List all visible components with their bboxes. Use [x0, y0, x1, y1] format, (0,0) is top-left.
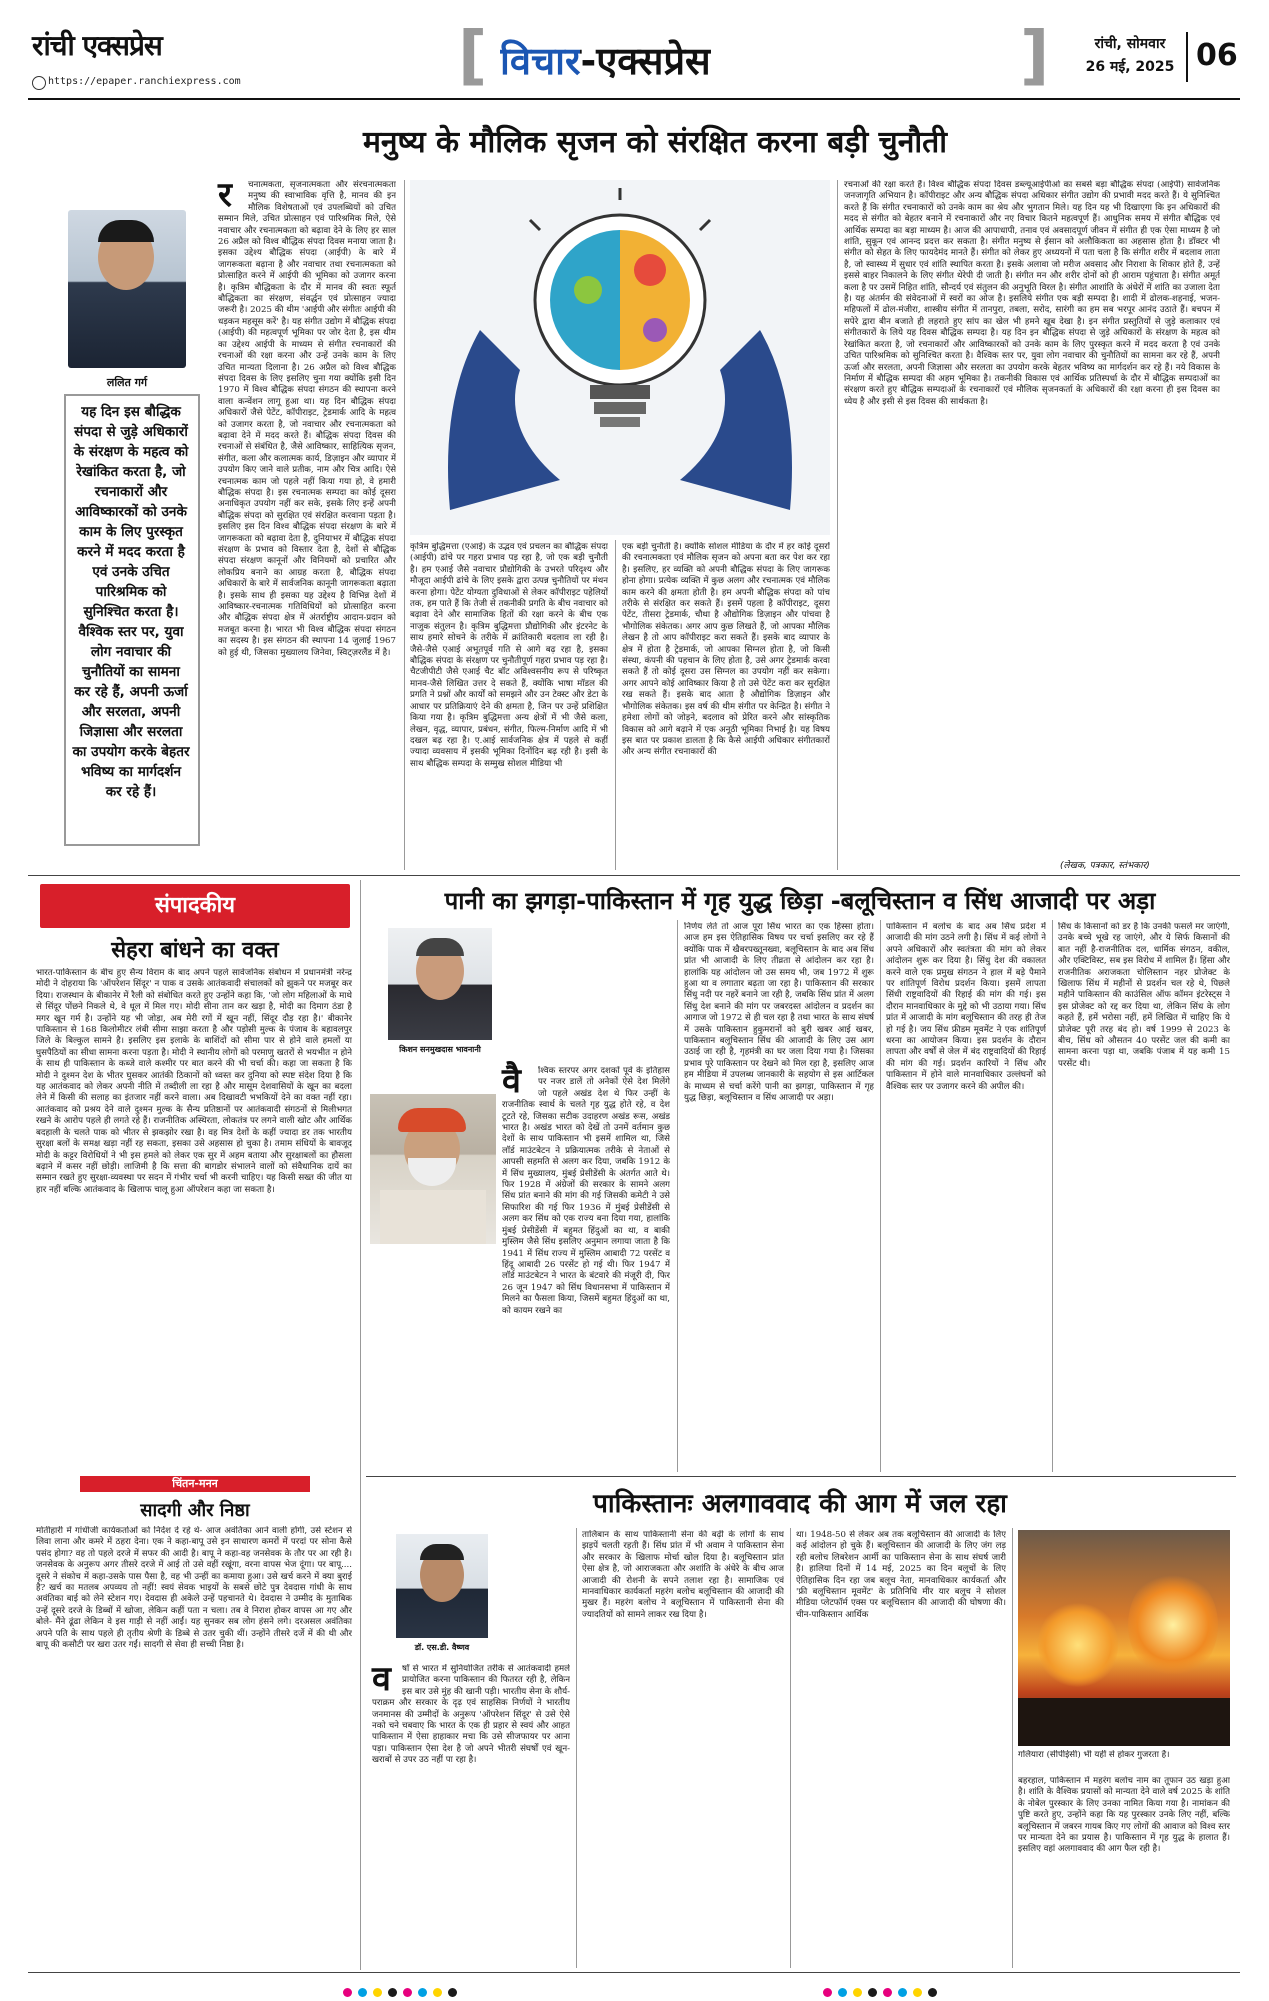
newspaper-logo: रांची एक्सप्रेस — [32, 29, 162, 62]
article3-col1 — [372, 1659, 570, 1964]
article1-pullquote: यह दिन इस बौद्धिक संपदा से जुड़े अधिकारों के संरक्षण के महत्व को रेखांकित करता है, जो रचनाकारों और आविष्कारकों को उनके काम के लिए पुरस्कृत करने में मदद करता है एवं उनके उचित पारिश्रमिक को सुनिश्चित करता है। वैश्विक स्तर पर, युवा लोग नवाचार की चुनौतियों का सामना कर रहे हैं, अपनी ऊर्जा और सरलता, अपनी जिज्ञासा और सरलता का उपयोग करके बेहतर भविष्य का मार्गदर्शन कर रहे हैं। — [72, 404, 190, 800]
author1-photo — [68, 210, 186, 368]
article1-headline: मनुष्य के मौलिक सृजन को संरक्षित करना बड़ी चुनौती — [362, 125, 948, 160]
article1-signoff: (लेखक, पत्रकार, स्तंभकार) — [1060, 861, 1150, 871]
article1-col1 — [218, 175, 396, 870]
rule — [360, 880, 361, 1970]
article2-headline: पानी का झगड़ा-पाकिस्तान में गृह युद्ध छिड़ा -बलूचिस्तान व सिंध आजादी पर अड़ा — [444, 887, 1156, 915]
article2-col1-text: श्विक स्तरपर अगर दशकों पूर्व के इतिहास पर नजर डालें तो अनेकों ऐसे देश मिलेंगे जो पहले अखंड देश थे फिर उन्हीं के राजनीतिक स्वार्थ के चलते गृह युद्ध होते रहे, व देश टूटते रहे, जिसका सटीक उदाहरण अखंड रूस, अखंड भारत है। अखंड भारत को देखें तो उनमें वर्तमान कुछ देशों के साथ पाकिस्तान भी इसमें शामिल था, जिसे लॉर्ड माउंटबेटन ने प्रक्रियात्मक तरीके से नेताओं से आपसी सहमति से अलग कर दिया, जबकि 1912 के में सिंध मुख्यालय, मुंबई प्रेसीडेंसी के अंतर्गत आते थे। फिर 1928 में अंग्रेजों की सरकार के सामने अलग सिंध प्रांत बनाने की मांग की गई जिसकी कमेटी ने उसे सिफारिश की गई फिर 1936 में मुंबई प्रेसीडेंसी से अलग कर सिंध को एक राज्य बना दिया गया, हालांकि मुंबई प्रेसीडेंसी में बहुमत हिंदुओं का था, व बाकी मुस्लिम जैसे सिंध इसलिए अनुमान लगाया जाता है कि 1941 में सिंध राज्य में मुस्लिम आबादी 72 परसेंट व हिंदू आबादी 26 परसेंट हो गई थी। फिर 1947 में लॉर्ड माउंटबेटन ने भारत के बंटवारे की मंजूरी दी, फिर 26 जून 1947 को सिंध विधानसभा में पाकिस्तान में मिलने का फैसला किया, जिसमें बहुमत हिंदुओं का था, को कायम रखने का — [502, 1066, 670, 1316]
masthead-rule — [28, 98, 1240, 100]
pm-photo — [370, 1094, 496, 1244]
article1-col2: कृत्रिम बुद्धिमत्ता (एआई) के उद्भव एवं प्रचलन का बौद्धिक संपदा (आईपी) ढांचे पर गहरा प्रभाव पड़ रहा है, जो एक बड़ी चुनौती है। हम एआई जैसे नवाचार प्रौद्योगिकी के उभरते परिदृश्य और मौजूदा आईपी ढांचे के लिए इसके द्वारा उत्पन्न चुनौतियों पर मंथन करना होगा। पेटेंट योग्यता दुविधाओं से लेकर कॉपीराइट पहेलियों तक, हम पाते हैं कि तेजी से तकनीकी प्रगति के बीच नवाचार को बढ़ावा देने और सामाजिक हितों की रक्षा करने के बीच एक नाजुक संतुलन है। कृत्रिम बुद्धिमत्ता प्रौद्योगिकी और इंटरनेट के साथ हमारे सोचने के तरीके में क्रांतिकारी बदलाव ला रही है। जैसे-जैसे एआई अभूतपूर्व गति से आगे बढ़ रहा है, इसका बौद्धिक संपदा के संरक्षण पर चुनौतीपूर्ण गहरा प्रभाव पड़ रहा है। चैटजीपीटी जैसे एआई चैट बॉट अविश्वसनीय रूप से परिष्कृत मानव-जैसे लिखित उत्तर दे सकते हैं, क्योंकि भाषा मॉडल की प्रगति ने प्रश्नों और कार्यों को समझने और उन टेक्स्ट और डेटा के आधार पर प्रतिक्रियाएं देने की क्षमता है, जिन पर उन्हें प्रशिक्षित किया गया है। कृत्रिम बुद्धिमत्ता अन्य क्षेत्रों में भी जैसे कला, लेखन, वृद्ध, व्यापार, प्रबंधन, संगीत, फिल्म-निर्माण आदि में भी दखल बढ़ रहा है। ए.आई सार्वजनिक क्षेत्र में पहले से कहीं ज्यादा व्यवसाय में इसकी भूमिका दिनोंदिन बढ़ रही है। इसी के साथ बौद्धिक सम्पदा के सम्मुख सोशल मीडिया भी — [410, 542, 608, 769]
rule — [404, 180, 405, 870]
registration-dots-right — [820, 1982, 940, 2001]
date-divider — [1186, 32, 1188, 82]
rule — [576, 1528, 577, 1968]
rule — [1012, 1528, 1013, 1968]
article3-headline: पाकिस्तानः अलगाववाद की आग में जल रहा — [593, 1489, 1007, 1519]
chintan-label: चिंतन-मनन — [172, 1477, 218, 1490]
author2-photo — [388, 928, 492, 1040]
article1-col1-text: चनात्मकता, सृजनात्मकता और संरचनात्मकता मनुष्य की स्वाभाविक वृत्ति है, मानव की इन मौलिक विशेषताओं एवं उपलब्धियों को उचित सम्मान मिले, उचित प्रोत्साहन एवं पारिश्रमिक मिले, ऐसे नवाचार और रचनात्मकता को बढ़ावा देने के लिए हर साल 26 अप्रैल को विश्व बौद्धिक संपदा दिवस मनाया जाता है। इसका उद्देश्य बौद्धिक संपदा (आईपी) के बारे में जागरूकता बढ़ाना है और नवाचार तथा रचनात्मकता को प्रोत्साहित करने में आईपी की भूमिका को उजागर करना है। कृत्रिम बौद्धिकता के दौर में मानव की स्वतः स्फूर्त बौद्धिकता का संरक्षण, संवर्द्धन एवं प्रोत्साहन ज्यादा जरूरी है। 2025 की थीम 'आईपी और संगीतः आईपी की धड़कन महसूस करें' है। यह संगीत उद्योग में बौद्धिक संपदा (आईपी) की महत्वपूर्ण भूमिका पर जोर देता है, इस थीम का उद्देश्य आईपी के माध्यम से संगीत रचनाकारों की रचनाओं की रक्षा करना और उन्हें उनके काम के लिए उचित मान्यता दिलाना है। 26 अप्रैल को विश्व बौद्धिक संपदा दिवस के लिए इसलिए चुना गया क्योंकि इसी दिन 1970 में विश्व बौद्धिक संपदा संगठन की स्थापना करने वाला कन्वेंशन लागू हुआ था। यह दिन बौद्धिक संपदा अधिकारों जैसे पेटेंट, कॉपीराइट, ट्रेडमार्क आदि के महत्व को उजागर करता है, जो नवाचार और रचनात्मकता को बढ़ावा देने में मदद करते हैं। बौद्धिक संपदा दिवस की रचनाओं से संबंधित है, जैसे आविष्कार, साहित्यिक सृजन, संगीत, कला और कलात्मक कार्य, डिज़ाइन और व्यापार में उपयोग किए जाने वाले प्रतीक, नाम और चित्र आदि। ऐसे रचनात्मक काम जो पहले नहीं किया गया हो, वे हमारी बौद्धिक संपदा है। इस रचनात्मक सम्पदा का कोई दूसरा अनाधिकृत उपयोग नहीं कर सके, इसके लिए इन्हें अपनी बौद्धिक संपदा को सुरक्षित एवं संरक्षित करवाना पड़ता है। इसलिए इस दिन विश्व बौद्धिक संपदा संरक्षण के बारे में जागरूकता को बढ़ावा देता है, दुनियाभर में बौद्धिक संपदा संरक्षण के प्रभाव को विस्तार देता है, देशों से बौद्धिक संपदा संरक्षण कानूनों और विनियमों को प्रचारित और लोकप्रिय बनाने का आग्रह करता है, बौद्धिक संपदा अधिकारों के बारे में सार्वजनिक कानूनी जागरूकता बढ़ाता है। इसके साथ ही इसका यह उद्देश्य है विभिन्न देशों में आविष्कार-रचनात्मक गतिविधियों को प्रोत्साहित करना और बौद्धिक संपदा क्षेत्र में अंतर्राष्ट्रीय आदान-प्रदान को मजबूत करना है। भारत भी विश्व बौद्धिक संपदा संगठन का सदस्य है। इस संगठन की स्थापना 14 जुलाई 1967 को हुई थी, जिसका मुख्यालय जिनेवा, स्विट्ज़रलैंड में है। — [218, 180, 396, 658]
article2-col1 — [502, 1061, 670, 1470]
fire-photo — [1018, 1530, 1230, 1746]
author2-name: किशन सनमुखदास भावनानी — [399, 1045, 481, 1054]
chintan-title: सादगी और निष्ठा — [140, 1500, 250, 1521]
epaper-url[interactable]: https://epaper.ranchiexpress.com — [48, 76, 241, 87]
rule — [1052, 920, 1053, 1472]
editorial-body: भारत-पाकिस्तान के बीच हुए सैन्य विराम के बाद अपने पहले सार्वजनिक संबोधन में प्रधानमंत्री नरेन्द्र मोदी ने दोहराया कि 'ऑपरेशन सिंदूर' न पाक व उसके आतंकवादी संचालकों को झुकने पर मजबूर कर दिया। राजस्थान के बीकानेर में रैली को संबोधित करते हुए उन्होंने कहा कि, 'जो लोग महिलाओं के माथे से सिंदूर पोंछने निकले थे, वे धूल में मिल गए। मोदी सीना तान कर खड़ा है, मोदी का दिमाग ठंडा है मगर खून गर्म है। उन्होंने यह भी जोड़ा, अब मेरी रगों में खून नहीं, सिंदूर दौड़ रहा है।' बीकानेर पाकिस्तान से 168 किलोमीटर लंबी सीमा साझा करता है और पड़ोसी मुल्क के पंजाब के बहावलपुर जिले के बिल्कुल सामने है। इसलिए इस इलाके के बाशिंदों को सीमा पार से होने वाले हमलों या घुसपैठियों का सीधा सामना करना पड़ता है। मोदी ने स्थानीय लोगों को परमाणु खतरों से भयभीत न होने के साथ ही पाकिस्तान के कब्जे वाले कश्मीर पर बात करने की भी चर्चा की। कहा जा सकता है कि मोदी ने दुश्मन देश के भीतर घुसकर आतंकी ठिकानों को ध्वस्त कर दुनिया को स्पष्ट संदेश दिया है कि यह आतंकवाद को लेकर अपनी नीति में तब्दीली ला रहा है और मासूम देशवासियों के खून का बदला लेने में किसी की सलाह का इंतजार नहीं करने वाला। अब दिखावटी भभकियों देने का वक्त नहीं रहा। आतंकवाद को प्रश्रय देने वाले दुश्मन मुल्क के सैन्य प्रतिष्ठानों पर आतंकवादी संगठनों से मिलीभगत रखने के आरोप पहले ही लगते रहे हैं। राजनीतिक अस्थिरता, लोकतंत्र पर लगने वाली खोट और आर्थिक बदहाली के चलते पाक को भीतर से झकझोर रखा है। वह मित्र देशों के कहीं ज्यादा डर तक भारतीय सुरक्षा बलों के समक्ष खड़ा नहीं रह सकता, इसका उसे अहसास हो चुका है। तमाम संधियों के बावजूद मोदी के कट्टर विरोधियों ने भी इस हमले को लेकर एक सुर में अहम बताया और सुरक्षाबलों का हौसला बढ़ाने में कसर नहीं छोड़ी। लाजिमी है कि सत्ता की बागडोर संभालने वालों को संवैधानिक दायें का सम्मान रखते हुए सुरक्षा-व्यवस्था पर सदन में गंभीर चर्चा भी करनी चाहिए। यह किसी सख्त की जीत या हार नहीं बल्कि आतंकवाद के खिलाफ चालू हुआ ऑपरेशन कहा जा सकता है। — [36, 968, 352, 1195]
bulb-illustration — [410, 180, 830, 535]
section-title-text: विचार-एक्सप्रेस — [500, 39, 711, 83]
chintan-label-box — [80, 1476, 310, 1492]
author3-name: डॉ. एस.डी. वैष्णव — [414, 1643, 470, 1652]
article1-dropcap: र — [218, 175, 232, 215]
section-rule — [28, 875, 1240, 876]
article2-col2: निर्णय लेते तो आज पूरा सिंध भारत का एक हिस्सा होता। आज हम इस ऐतिहासिक विषय पर चर्चा इसलिए कर रहे हैं क्योंकि पाक में खैबरपख्तूनख्वा, बलूचिस्तान के बाद अब सिंध प्रांत भी आजादी के लिए तीव्रता से आंदोलन कर रहा है। हालांकि यह आंदोलन जो उस समय भी, जब 1972 में शुरू हुआ था व लगातार बढ़ता जा रहा है। पाकिस्तान की सरकार सिंधु नदी पर नहरें बनाने जा रही है, जबकि सिंध प्रांत में अलग सिंधु देश बनाने की मांग पर जबरदस्त आंदोलन व प्रदर्शन का आगाज जो 1972 से ही चल रहा है तथा भारत के साथ संघर्ष में उसके पाकिस्तान हुकुमरानों को बुरी खबर आई खबर, पाकिस्तान बलूचिस्तान सिंध की आजादी के लिए उस आग उठाई जा रही है, गृहमंत्री का घर जला दिया गया है। जिसका प्रभाव पूरे पाकिस्तान पर देखने को मिल रहा है, इसलिए आज हम मीडिया में उपलब्ध जानकारी के सहयोग से इस आर्टिकल के माध्यम से चर्चा करेंगे पानी का झगड़ा, पाकिस्तान में गृह युद्ध छिड़ा, बलूचिस्तान व सिंध आजादी पर अड़ा। — [684, 922, 874, 1104]
section-title — [500, 34, 711, 86]
date-block — [1080, 34, 1180, 76]
author1-name: ललित गर्ग — [106, 376, 148, 389]
right-bracket: ] — [1020, 19, 1050, 93]
article3-col2: तालिबान के साथ पाकिस्तानी सेना की बढ़ी के लोगों के साथ झड़पें चलती रहती हैं। सिंध प्रांत में भी अवाम ने पाकिस्तान सेना और सरकार के खिलाफ मोर्चा खोल दिया है। बलूचिस्तान प्रांत ऐसा क्षेत्र है, जो आराजकता और अशांति के अंधेरे के बीच आज आजादी की रोशनी के सपने तलाश रहा है। सामाजिक एवं मानवाधिकार कार्यकर्ता महरंग बलोच बलूचिस्तान की आजादी की मुखर हैं। महरंग बलोच ने बलूचिस्तान में पाकिस्तानी सेना की ज्यादतियों को सामने लाकर रख दिया है। — [582, 1530, 784, 1620]
issue-date: 26 मई, 2025 — [1085, 59, 1175, 75]
rule — [677, 920, 678, 1472]
article1-col4: रचनाओं की रक्षा करते हैं। विश्व बौद्धिक संपदा दिवस डब्ल्यूआईपीओ का सबसे बड़ा बौद्धिक संपदा (आईपी) सार्वजनिक जनजागृति अभियान है। कॉपीराइट और अन्य बौद्धिक संपदा अधिकार संगीत उद्योग की प्रभावी मदद करते हैं। ये सुनिश्चित करते हैं कि संगीत रचनाकारों को उनके काम का श्रेय और भुगतान मिले। यह दिन यह भी दिखाएगा कि इन अधिकारों की मदद से संगीत को बेहतर बनाने में रचनाकारों और नए विचार कितने महत्वपूर्ण हैं। आधुनिक समय में संगीत बौद्धिक एवं आर्थिक सम्पदा का बड़ा माध्यम है। आज की आपाधापी, तनाव एवं अवसादपूर्ण जीवन में संगीत ही एक ऐसा माध्यम है जो शांति, सुकून एवं आनन्द प्रदत्त कर सकता है। संगीत मनुष्य से ईसान को अलौकिकता का अहसास होता है। डॉक्टर भी संगीत को सेहत के लिए फायदेमंद मानते हैं। संगीत को लेकर हुए अध्ययनों में पता चला है कि संगीत शरीर में बदलाव लाता है, जो स्वास्थ्य में सुधार एवं शांति स्थापित करता है। इसके अलावा जो मरीज अवसाद और निराशा के शिकार होते हैं, उन्हें इससे बाहर निकालने के लिए संगीत थेरेपी दी जाती है। संगीत मन और शरीर दोनों को ही आराम पहुंचाता है। संगीत अमूर्त कला है पर उसमें निहित शांति, सौन्दर्य एवं संतुलन की अनुभूति विरल है। संगीत आशांति के अंधेरों में शांति का उजाला देता है। यह अंतर्मन की संवेदनाओं में स्वरों का ओज है। इसलिये संगीत एक बड़ी सम्पदा है। शादी में ढोलक-शहनाई, भजन-महिफलों में ढोल-मंजीरा, शास्त्रीय संगीत में तानपुरा, तबला, सरोद, सारंगी का हम सब भरपूर आनंद उठाते हैं। बचपन में सपेरे द्वारा बीन बजाते ही लहराते हुए सांप का खेल भी हमने खूब देखा है। इन संगीत प्रस्तुतियों से जुड़े कलाकार एवं संगीतकारों के लिये यह दिवस बौद्धिक सम्पदा है। यह दिन इन बौद्धिक संपदा से जुड़े अधिकारों के संरक्षण के महत्व को रेखांकित करता है, जो रचनाकारों और आविष्कारकों को उनके काम के लिए पुरस्कृत करने में मदद करता है एवं उनके उचित पारिश्रमिक को सुनिश्चित करता है। वैश्विक स्तर पर, युवा लोग नवाचार की चुनौतियों का सामना कर रहे हैं, अपनी ऊर्जा और सरलता, अपनी जिज्ञासा और सरलता का उपयोग करके बेहतर भविष्य का मार्गदर्शन कर रहे हैं। नये विकास के निर्माण में बौद्धिक सम्पदा की अहम भूमिका है। तकनीकी विकास एवं आर्थिक प्रतिस्पर्धा के दौर में बौद्धिक सम्पदाओं का संरक्षण करते हुए बौद्धिक सम्पदाओं के रचनाकारों एवं मौलिक सृजनकर्ता के अधिकारों की रक्षा करना ही इस दिवस का ध्येय है और इसी से इस दिवस की सार्थकता है। — [844, 180, 1220, 407]
article3-dropcap: व — [372, 1659, 391, 1699]
bottom-rule — [28, 1972, 1240, 1973]
rule — [790, 1528, 791, 1968]
page-number: 06 — [1196, 38, 1238, 73]
article2-col3: पाकिस्तान में बलोच के बाद अब सिंध प्रदेश में आजादी की मांग उठने लगी है। सिंध में कई लोगों ने अपने अधिकारों और स्वतंत्रता की मांग को लेकर आंदोलन शुरू कर दिया है। सिंधु देश की वकालत करने वाले एक प्रमुख संगठन ने हाल में बड़े पैमाने पर शांतिपूर्ण विरोध प्रदर्शन किया। इसमें लापता सिंधी राष्ट्रवादियों की रिहाई की मांग की गई। इस दौरान मानवाधिकार के मुद्दे को भी उठाया गया। सिंध प्रांत में आजादी के मांग बलूचिस्तान की तरह ही तेज हो गई है। जय सिंध फ्रीडम मूवमेंट ने एक शांतिपूर्ण धरना का आयोजन किया। इस प्रदर्शन के दौरान लापता और वर्षों से जेल में बंद राष्ट्रवादियों की रिहाई की मांग की गई। प्रदर्शन कारियों ने सिंध और पाकिस्तान में होने वाले मानवाधिकार उल्लंघनों को वैश्विक स्तर पर उजागर करने की अपील की। — [886, 922, 1046, 1092]
section-rule — [366, 1476, 1236, 1477]
editorial-label: संपादकीय — [154, 893, 236, 918]
author3-photo — [396, 1534, 488, 1638]
rule — [837, 180, 838, 870]
article3-col3: था। 1948-50 से लेकर अब तक बलूचिस्तान की आजादी के लिए कई आंदोलन हो चुके हैं। बलूचिस्तान की आजादी के लिए जंग लड़ रही बलोच लिबरेशन आर्मी का पाकिस्तान सेना के साथ संघर्ष जारी है। हालिया दिनों में 14 मई, 2025 का दिन बलूचों के लिए ऐतिहासिक दिन रहा जब बलूच नेता, मानवाधिकार कार्यकर्ता और 'फ्री बलूचिस्तान मूवमेंट' के प्रतिनिधि मीर यार बलूच ने सोशल मीडिया प्लेटफॉर्म एक्स पर बलूचिस्तान की आजादी की घोषणा की। चीन-पाकिस्तान आर्थिक — [796, 1530, 1006, 1620]
article2-col4: सिंध के किसानों को डर है कि उनकी फसलें मर जाएंगी, उनके बच्चे भूखे रह जाएंगे, और ये सिर्फ किसानों की बात नहीं है-राजनीतिक दल, धार्मिक संगठन, वकील, और एक्टिविस्ट, सब इस विरोध में शामिल हैं। हिंसा और राजनीतिक अराजकता चोलिस्तान नहर प्रोजेक्ट के खिलाफ सिंध में महीनों से प्रदर्शन चल रहे थे, पिछले महीने पाकिस्तान की काउंसिल ऑफ कॉमन इंटरेस्ट्स ने इस प्रोजेक्ट को रद्द कर दिया था, लेकिन सिंध के लोग कहते हैं, हमें भरोसा नहीं, हमें लिखित में चाहिए कि ये प्रोजेक्ट पूरी तरह बंद हो। वर्ष 1999 से 2023 के बीच, सिंध को औसतन 40 परसेंट जल की कमी का सामना करना पड़ा था, जबकि पंजाब में यह कमी 15 परसेंट थी। — [1058, 922, 1230, 1069]
article3-col4: बहरहाल, पाकिस्तान में महरंग बलोच नाम का तूफान उठ खड़ा हुआ है। शांति के वैश्विक प्रयासों को मान्यता देने वाले वर्ष 2025 के शांति के नोबेल पुरस्कार के लिए उनका नामित किया गया है। नामांकन की पुष्टि करते हुए, उन्होंने कहा कि यह पुरस्कार उनके लिए नहीं, बल्कि बलूचिस्तान में जबरन गायब किए गए लोगों की आवाज को विश्व स्तर पर मान्यता देने का प्रयास है। पाकिस्तान में गृह युद्ध के हालात हैं। इसलिए वहां अलगाववाद की आग फैल रही है। — [1018, 1776, 1230, 1855]
chintan-body: मोतीहारी में गांधीजी कार्यकर्ताओं को निर्देश दे रहे थे- आज अवंतिका आने वाली होंगी, उसे स्टेशन से लिवा लाना और कमरे में ठहरा देना। एक ने कहा-बापू उसे इन साधारण कमरों में परदां पर सोना कैसे पसंद होगा? वह तो पहले दरजे में सफर की आदी है। बापू ने कहा-वह जनसेवक के तौर पर आ रही है। जनसेवक के अनुरूप अगर तीसरे दरजे में आई तो उसे वहीं रखूंगा, वरना वापस भेज दूंगा। पर बापू.... दूसरे ने संकोच में कहा-उसके पास पैसा है, वह भी उन्हीं का कमाया हुआ। उसे खर्च करने में क्या बुराई है? खर्च का मतलब अपव्यय तो नहीं! स्वयं सेवक भाइयों के सबसे छोटे पुत्र देवदास गांधी के साथ अवंतिका बाई को लेने स्टेशन गए। देवदास ही अकेले उन्हें पहचानते थे। देवदास ने उम्मीद के मुताबिक उन्हें दूसरे दरजे के डिब्बों में खोजा, लेकिन कहीं पता न चला। तब वे निराश होकर वापस आ गए और बोले- मैंने ढूंढा लेकिन वे इस गाड़ी से नहीं आईं। यह सुनकर सब लोग हंसने लगे। दरअसल अवंतिका अपने पति के साथ पहले ही तृतीय श्रेणी के डिब्बे से उतर चुकी थीं। उन्होंने तीसरे दर्जे में की थी और बापू की कसौटी पर खरा उतर गईं। सादगी से सेवा ही सच्ची निष्ठा है। — [36, 1526, 352, 1651]
rule — [880, 920, 881, 1472]
fire-caption: गलियारा (सीपीईसी) भी यहीं से होकर गुजरता है। — [1018, 1750, 1170, 1760]
article1-col3: एक बड़ी चुनौती है। क्योंकि सोशल मीडिया के दौर में हर कोई दूसरों की रचनात्मकता एवं मौलिक सृजन को अपना बता कर पेश कर रहा है। इसलिए, हर व्यक्ति को अपनी बौद्धिक संपदा के लिए जागरूक होना होगा। प्रत्येक व्यक्ति में कुछ अलग और रचनात्मक एवं मौलिक काम करने की क्षमता होती है। हम अपनी बौद्धिक संपदा को पांच तरीके से संरक्षित कर सकते हैं। इसमें पहला है कॉपीराइट, दूसरा पेटेंट, तीसरा ट्रेडमार्क, चौथा है औद्योगिक डिज़ाइन और पांचवा है भौगोलिक संकेतक। अगर आप कुछ लिखते हैं, जो आपका मौलिक लेखन है तो आप कॉपीराइट करा सकते हैं। इसके बाद व्यापार के क्षेत्र में होता है ट्रेडमार्क, जो आपका सिग्नल होता है, जो किसी संस्था, कंपनी की पहचान के लिए होता है, उसे अगर ट्रेडमार्क करवा सकते हैं तो कोई दूसरा उस सिग्नल का उपयोग नहीं कर सकेगा। अगर आपने कोई आविष्कार किया है तो उसे पेटेंट करा कर सुरक्षित रख सकते हैं। इसके बाद आता है औद्योगिक डिज़ाइन और भौगोलिक संकेतक। इस वर्ष की थीम संगीत पर केन्द्रित है। संगीत ने हमेशा लोगों को जोड़ने, बदलाव को प्रेरित करने और सांस्कृतिक विकास को आगे बढ़ाने में एक अनूठी भूमिका निभाई है। यह विषय इस बात पर प्रकाश डालता है कि कैसे आईपी अधिकार संगीतकारों और अन्य संगीत रचनाकारों की — [622, 542, 830, 758]
brain-bulb-image — [410, 180, 830, 535]
globe-icon — [32, 76, 46, 90]
left-bracket: [ — [458, 19, 488, 93]
article3-col1-text: र्षों से भारत में सुनियोजित तरीके से आतंकवादी हमले प्रायोजित करना पाकिस्तान की फितरत रही है, लेकिन इस बार उसे मुंह की खानी पड़ी। भारतीय सेना के शौर्य-पराक्रम और सरकार के दृढ़ एवं साहसिक निर्णयों ने भारतीय जनमानस की उम्मीदों के अनुरूप 'ऑपरेशन सिंदूर' से उसे ऐसे नको चने चबवाए कि भारत के एक ही प्रहार से स्वयं और आहत पाकिस्तान में ऐसा हाहाकार मचा कि उसे सीजफायर पर आना पड़ा। पाकिस्तान ऐसा देश है जो अपने भीतरी संघर्षों एवं खून-खराबों से उपर उठ नहीं पा रहा है। — [372, 1664, 570, 1766]
editorial-label-box — [40, 884, 350, 928]
registration-dots-left — [340, 1982, 460, 2001]
editorial-title: सेहरा बांधने का वक्त — [111, 938, 279, 963]
city-day: रांची, सोमवार — [1094, 36, 1166, 52]
article2-dropcap: वै — [502, 1061, 521, 1101]
rule — [615, 540, 616, 870]
